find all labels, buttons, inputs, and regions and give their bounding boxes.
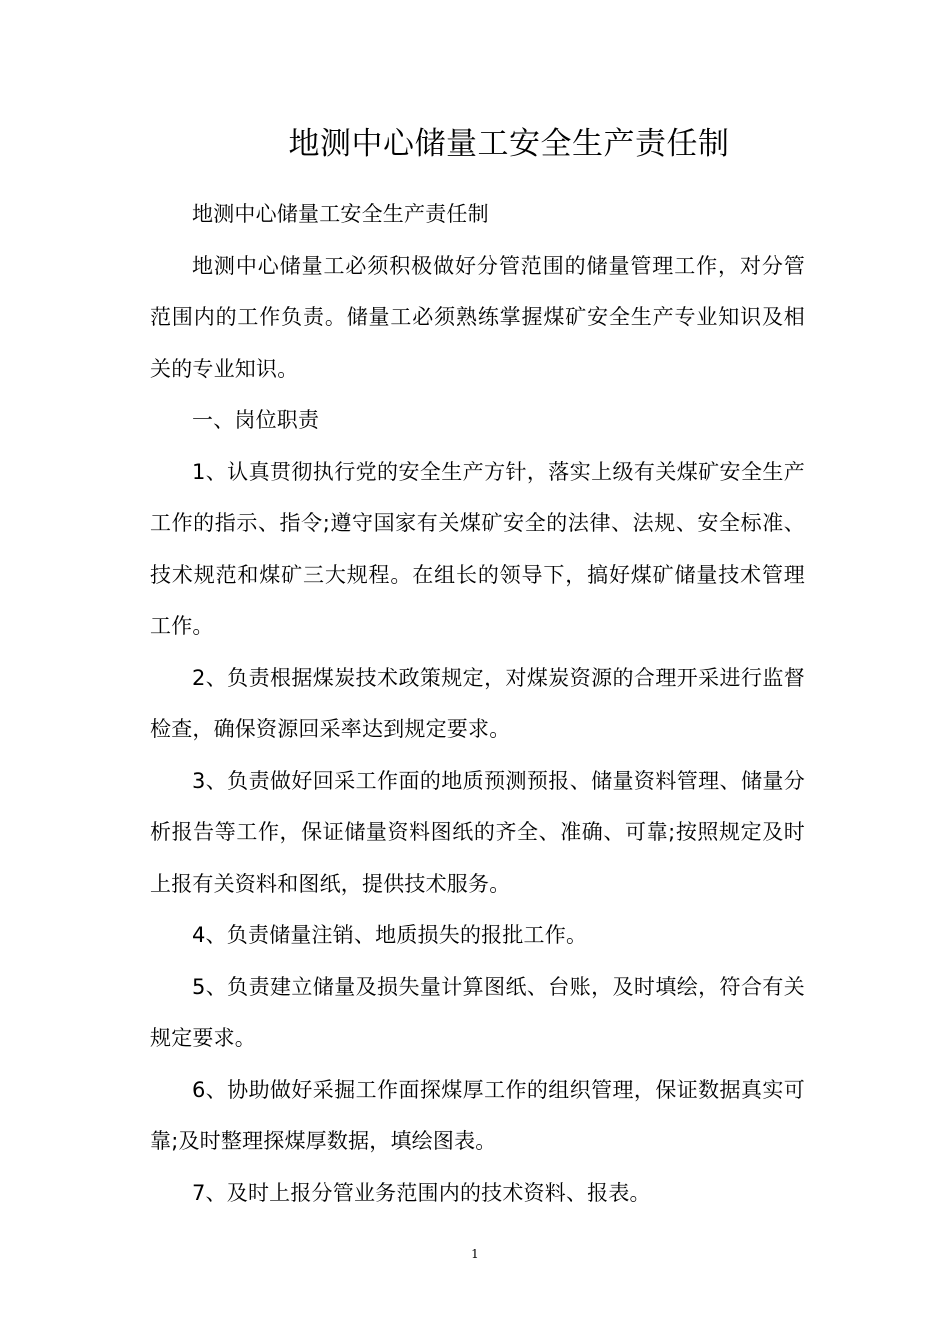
duty-item-7: 7、及时上报分管业务范围内的技术资料、报表。 (192, 1180, 651, 1205)
duty-item-2: 2、负责根据煤炭技术政策规定，对煤炭资源的合理开采进行监督检查，确保资源回采率达到规定要求。 (150, 665, 805, 741)
duty-item-1: 1、认真贯彻执行党的安全生产方针，落实上级有关煤矿安全生产工作的指示、指令;遵守国家有关煤矿安全的法律、法规、安全标准、技术规范和煤矿三大规程。在组长的领导下，搞好煤矿储量技术管理工作。 (150, 459, 805, 638)
paragraph-intro: 地测中心储量工必须积极做好分管范围的储量管理工作，对分管范围内的工作负责。储量工必须熟练掌握煤矿安全生产专业知识及相关的专业知识。 (150, 253, 805, 381)
document-body (150, 189, 805, 1219)
document-title: 地测中心储量工安全生产责任制 (288, 126, 730, 162)
duty-item-5: 5、负责建立储量及损失量计算图纸、台账，及时填绘，符合有关规定要求。 (150, 974, 805, 1050)
section-heading-duties: 一、岗位职责 (192, 408, 320, 432)
page-number: 1 (471, 1247, 479, 1261)
duty-item-6: 6、协助做好采掘工作面探煤厚工作的组织管理，保证数据真实可靠;及时整理探煤厚数据，填绘图表。 (150, 1077, 805, 1153)
duty-item-3: 3、负责做好回采工作面的地质预测预报、储量资料管理、储量分析报告等工作，保证储量资料图纸的齐全、准确、可靠;按照规定及时上报有关资料和图纸，提供技术服务。 (150, 768, 805, 896)
paragraph-subtitle: 地测中心储量工安全生产责任制 (192, 202, 489, 226)
duty-item-4: 4、负责储量注销、地质损失的报批工作。 (192, 923, 588, 947)
